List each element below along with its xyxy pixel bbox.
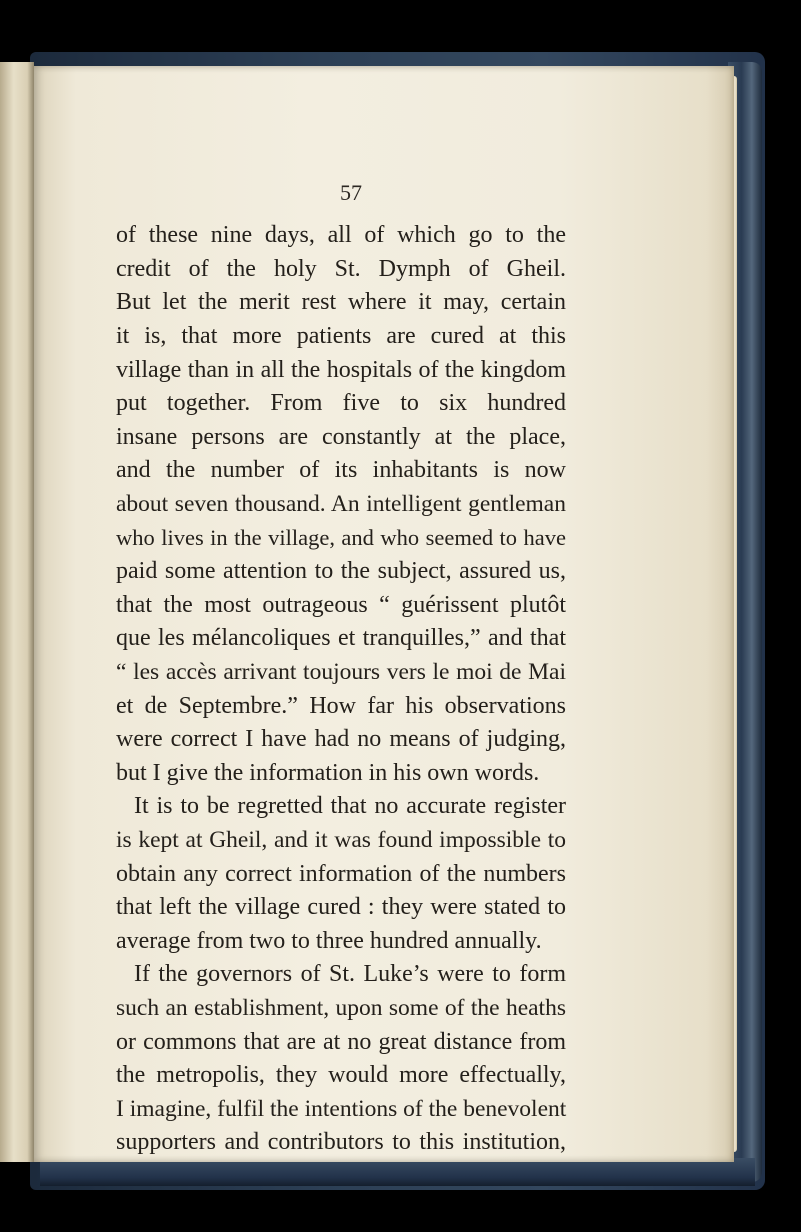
text-line: average from two to three hundred annually. — [116, 928, 542, 954]
text-line: and the number of its inhabitants is now — [116, 457, 566, 483]
text-line: credit of the holy St. Dymph of Gheil. — [116, 256, 566, 282]
text-line: But let the merit rest where it may, certain — [116, 289, 566, 315]
text-line: et de Septembre.” How far his observations — [116, 693, 566, 719]
text-line: obtain any correct information of the numbers — [116, 861, 566, 887]
text-line: such an establishment, upon some of the heaths — [116, 995, 566, 1021]
text-line: were correct I have had no means of judging, — [116, 726, 566, 752]
text-line: but I give the information in his own words. — [116, 760, 540, 786]
text-line: supporters and contributors to this institution, — [116, 1129, 566, 1155]
text-line: that the most outrageous “ guérissent plutôt — [116, 592, 566, 618]
text-line: of these nine days, all of which go to the — [116, 222, 566, 248]
text-line: is kept at Gheil, and it was found impossible to — [116, 827, 566, 853]
text-line: the metropolis, they would more effectually, — [116, 1062, 566, 1088]
text-line: paid some attention to the subject, assured us, — [116, 558, 566, 584]
text-line: If the governors of St. Luke’s were to form — [134, 961, 566, 987]
text-line: who lives in the village, and who seemed to have — [116, 525, 566, 550]
text-line: put together. From five to six hundred — [116, 390, 566, 416]
text-line: It is to be regretted that no accurate register — [134, 793, 566, 819]
text-line: “ les accès arrivant toujours vers le moi de Mai — [116, 659, 566, 685]
text-line: que les mélancoliques et tranquilles,” and that — [116, 625, 566, 651]
facing-page-edge — [0, 62, 34, 1162]
text-line: that left the village cured : they were stated to — [116, 894, 566, 920]
text-line: about seven thousand. An intelligent gentleman — [116, 491, 566, 517]
text-line: I imagine, fulfil the intentions of the benevolent — [116, 1096, 567, 1122]
text-line: insane persons are constantly at the place, — [116, 424, 566, 450]
cover-bottom-edge — [40, 1158, 755, 1186]
page-number: 57 — [340, 180, 362, 205]
text-line: it is, that more patients are cured at this — [116, 323, 566, 349]
text-line: or commons that are at no great distance from — [116, 1029, 566, 1055]
text-line: village than in all the hospitals of the kingdom — [116, 357, 566, 383]
